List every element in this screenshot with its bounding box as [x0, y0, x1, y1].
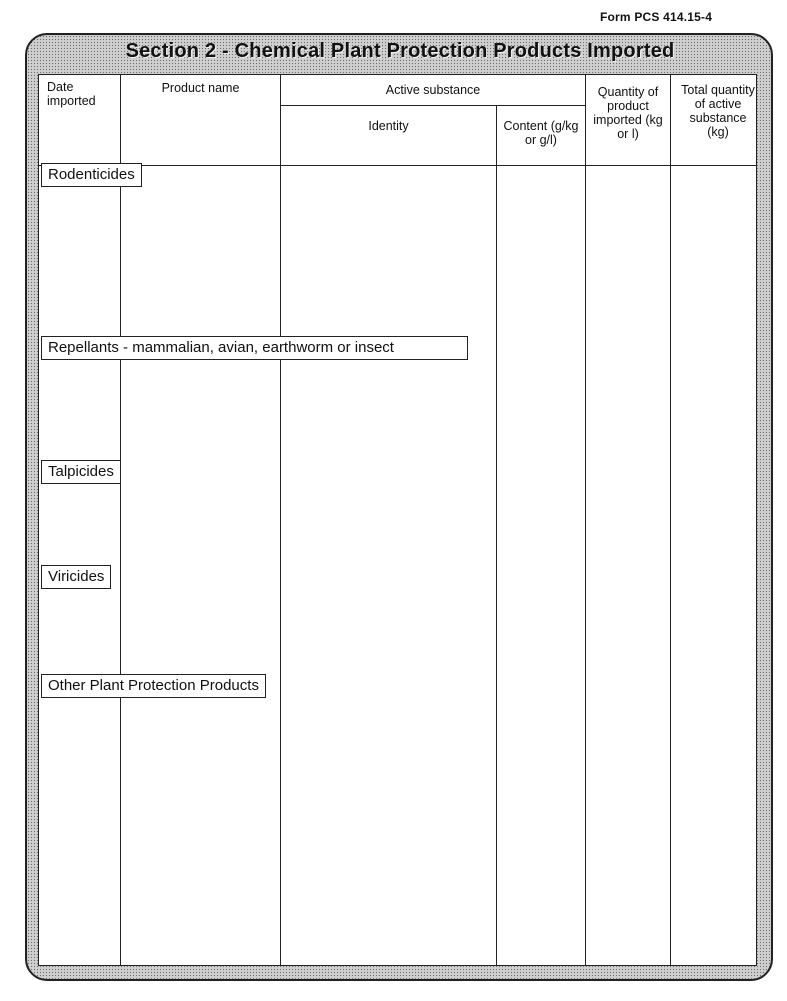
- category-talpicides: Talpicides: [41, 460, 121, 484]
- header-bottom-line: [39, 165, 756, 166]
- header-date-imported: Date imported: [47, 80, 96, 108]
- header-active-substance: Active substance: [385, 83, 481, 97]
- column-divider-content: [585, 75, 586, 965]
- category-other: Other Plant Protection Products: [41, 674, 266, 698]
- header-quantity-imported: Quantity of product imported (kg or l): [593, 85, 663, 141]
- header-identity: Identity: [368, 119, 409, 133]
- active-substance-divider: [280, 105, 585, 106]
- header-product-name: Product name: [161, 81, 240, 95]
- section-title: Section 2 - Chemical Plant Protection Products Imported: [125, 40, 675, 62]
- column-divider-identity: [496, 105, 497, 965]
- form-number: Form PCS 414.15-4: [600, 10, 713, 24]
- category-viricides: Viricides: [41, 565, 111, 589]
- header-content: Content (g/kg or g/l): [503, 119, 579, 147]
- imports-table: [38, 74, 757, 966]
- column-divider-product: [280, 75, 281, 965]
- column-divider-date: [120, 75, 121, 965]
- category-repellants: Repellants - mammalian, avian, earthworm or insect: [41, 336, 468, 360]
- category-rodenticides: Rodenticides: [41, 163, 142, 187]
- column-divider-quantity: [670, 75, 671, 965]
- header-total-quantity: Total quantity of active substance (kg): [681, 83, 755, 139]
